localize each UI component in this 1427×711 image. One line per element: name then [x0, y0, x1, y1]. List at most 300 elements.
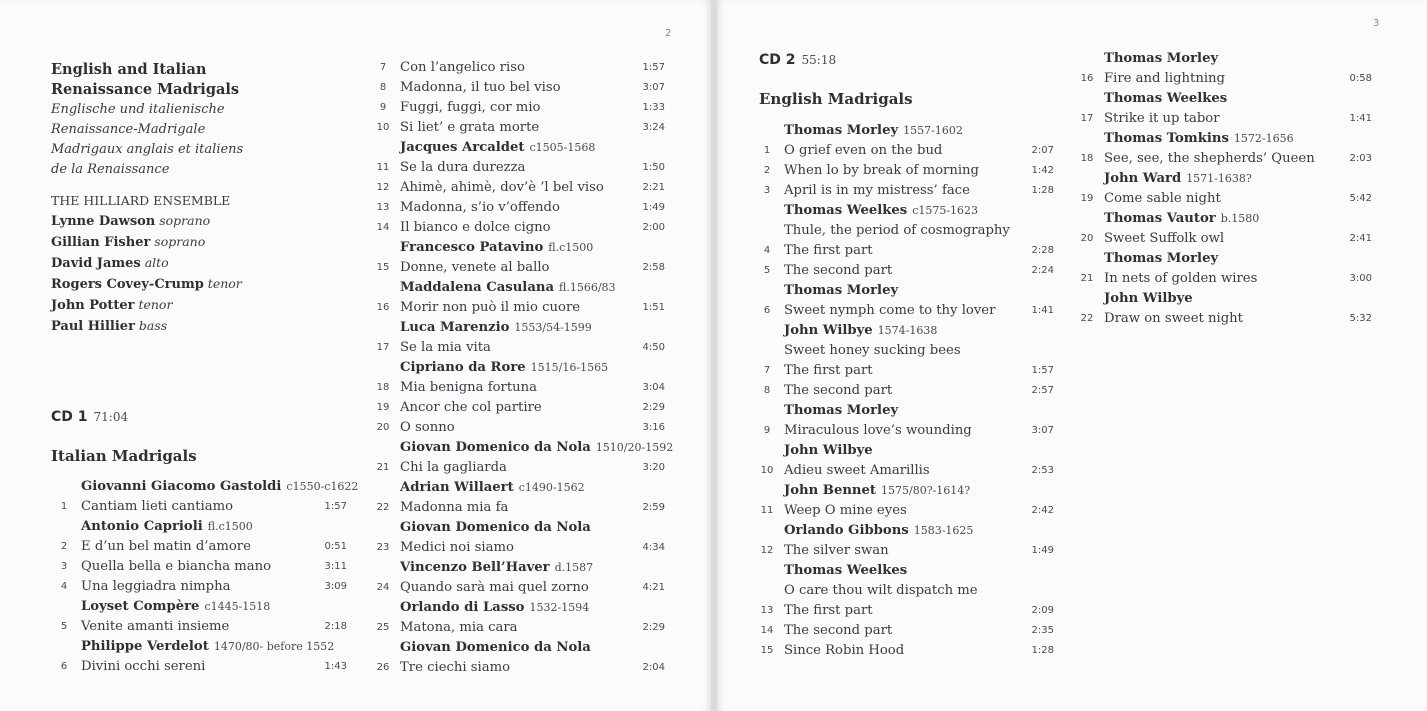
performer — [51, 274, 242, 295]
composer-line — [400, 238, 593, 258]
track-title: Madonna mia fa — [400, 500, 509, 515]
composer-row — [754, 321, 1054, 341]
track-row — [370, 218, 665, 238]
composer-row — [754, 441, 1054, 461]
track-number: 17 — [1080, 113, 1094, 124]
composer-name: Thomas Weelkes — [784, 203, 908, 218]
track-title: Chi la gagliarda — [400, 460, 507, 475]
track-duration: 0:51 — [324, 541, 347, 552]
composer-line — [784, 441, 873, 461]
track-duration: 2:07 — [1031, 145, 1054, 156]
performer-name: Paul Hillier — [51, 319, 135, 334]
track-row — [51, 657, 347, 677]
track-duration: 3:09 — [324, 581, 347, 592]
track-row — [370, 398, 665, 418]
cd2-duration: 55:18 — [801, 53, 837, 67]
composer-name: Thomas Weelkes — [784, 563, 908, 578]
track-row — [1074, 69, 1372, 89]
track-row — [51, 497, 347, 517]
track-row — [1074, 189, 1372, 209]
track-number: 3 — [763, 185, 771, 196]
track-number: 19 — [376, 402, 390, 413]
composer-dates: 1532-1594 — [529, 601, 590, 614]
track-title: The first part — [784, 603, 873, 618]
track-title: Miraculous love’s wounding — [784, 423, 972, 438]
cd2-tracklist-column2 — [1074, 49, 1372, 329]
track-row — [51, 557, 347, 577]
track-title: April is in my mistress’ face — [784, 183, 970, 198]
track-number: 17 — [376, 342, 390, 353]
track-row — [370, 378, 665, 398]
track-row — [51, 577, 347, 597]
composer-line — [1104, 89, 1227, 109]
performer — [51, 232, 242, 253]
performer — [51, 295, 242, 316]
track-title: Se la dura durezza — [400, 160, 526, 175]
track-title: See, see, the shepherds’ Queen — [1104, 151, 1315, 166]
composer-name: Loyset Compère — [81, 599, 200, 614]
track-row — [1074, 309, 1372, 329]
track-title: In nets of golden wires — [1104, 271, 1258, 286]
track-row — [370, 258, 665, 278]
composer-line — [1104, 289, 1193, 309]
track-title: The silver swan — [784, 543, 889, 558]
composer-name: Jacques Arcaldet — [400, 140, 525, 155]
composer-line — [784, 121, 963, 141]
track-number: 15 — [376, 262, 390, 273]
composer-name: Thomas Morley — [1104, 51, 1219, 66]
composer-dates: 1515/16-1565 — [530, 361, 609, 374]
track-row — [754, 141, 1054, 161]
section-english-madrigals: English Madrigals — [759, 90, 913, 108]
track-duration: 2:28 — [1031, 245, 1054, 256]
composer-dates: c1550-c1622 — [286, 480, 359, 493]
track-number: 12 — [376, 182, 390, 193]
composer-row — [51, 637, 347, 657]
composer-dates: 1557-1602 — [903, 124, 963, 137]
track-title: Mia benigna fortuna — [400, 380, 537, 395]
performer-name: John Potter — [51, 298, 135, 313]
track-duration: 1:42 — [1031, 165, 1054, 176]
track-duration: 2:57 — [1031, 385, 1054, 396]
composer-line — [81, 637, 334, 657]
track-title: The second part — [784, 623, 893, 638]
composer-row — [1074, 289, 1372, 309]
track-duration: 1:57 — [324, 501, 347, 512]
track-number: 7 — [763, 365, 771, 376]
composer-line — [400, 558, 593, 578]
composer-row — [754, 201, 1054, 221]
track-title: Come sable night — [1104, 191, 1221, 206]
track-row — [370, 198, 665, 218]
work-title: Sweet honey sucking bees — [784, 343, 961, 358]
track-title: Venite amanti insieme — [81, 619, 230, 634]
track-number: 25 — [376, 622, 390, 633]
track-duration: 1:33 — [642, 102, 665, 113]
title-german-line1: Englische und italienische — [51, 102, 225, 117]
work-title: Thule, the period of cosmography — [784, 223, 1010, 238]
track-number: 18 — [376, 382, 390, 393]
track-title: Con l’angelico riso — [400, 60, 525, 75]
track-number: 6 — [60, 661, 68, 672]
cd1-number: CD 1 — [51, 409, 88, 425]
performer-name: Lynne Dawson — [51, 214, 156, 229]
composer-name: Antonio Caprioli — [81, 519, 203, 534]
track-number: 21 — [1080, 273, 1094, 284]
track-title: O sonno — [400, 420, 455, 435]
title-german-line2: Renaissance-Madrigale — [51, 122, 206, 137]
track-number: 1 — [60, 501, 68, 512]
composer-name: Thomas Morley — [1104, 251, 1219, 266]
track-title: Cantiam lieti cantiamo — [81, 499, 234, 514]
cd1-label — [51, 409, 128, 425]
title-french-line2: de la Renaissance — [51, 162, 170, 177]
track-number: 19 — [1080, 193, 1094, 204]
composer-name: Thomas Weelkes — [1104, 91, 1228, 106]
composer-line — [1104, 129, 1294, 149]
track-number: 8 — [379, 82, 387, 93]
performer — [51, 211, 242, 232]
work-title: O care thou wilt dispatch me — [784, 583, 978, 598]
track-row — [51, 617, 347, 637]
track-title: Matona, mia cara — [400, 620, 518, 635]
composer-line — [400, 598, 589, 618]
track-duration: 4:50 — [642, 342, 665, 353]
track-number: 10 — [760, 465, 774, 476]
track-duration: 3:11 — [324, 561, 347, 572]
composer-dates: 1510/20-1592 — [595, 441, 674, 454]
composer-row — [1074, 249, 1372, 269]
track-number: 22 — [1080, 313, 1094, 324]
composer-line — [400, 518, 591, 538]
track-row — [370, 98, 665, 118]
composer-dates: 1571-1638? — [1186, 172, 1252, 185]
track-row — [754, 461, 1054, 481]
track-number: 9 — [763, 425, 771, 436]
composer-name: Luca Marenzio — [400, 320, 510, 335]
composer-line — [1104, 169, 1252, 189]
track-row — [370, 458, 665, 478]
track-title: Fuggi, fuggi, cor mio — [400, 100, 541, 115]
composer-name: Giovanni Giacomo Gastoldi — [81, 479, 282, 494]
composer-dates: b.1580 — [1220, 212, 1260, 225]
track-title: Il bianco e dolce cigno — [400, 220, 551, 235]
track-duration: 1:51 — [642, 302, 665, 313]
composer-line — [1104, 209, 1259, 229]
track-duration: 2:00 — [642, 222, 665, 233]
track-number: 4 — [763, 245, 771, 256]
composer-line — [1104, 249, 1218, 269]
track-number: 18 — [1080, 153, 1094, 164]
track-title: Si liet’ e grata morte — [400, 120, 540, 135]
performer-name: Rogers Covey-Crump — [51, 277, 204, 292]
track-duration: 2:04 — [642, 662, 665, 673]
track-duration: 1:41 — [1349, 113, 1372, 124]
track-number: 13 — [760, 605, 774, 616]
composer-dates: 1583-1625 — [913, 524, 974, 537]
track-duration: 3:07 — [1031, 425, 1054, 436]
track-title: Fire and lightning — [1104, 71, 1225, 86]
composer-row — [51, 517, 347, 537]
track-number: 16 — [376, 302, 390, 313]
track-row — [370, 58, 665, 78]
composer-name: Giovan Domenico da Nola — [400, 440, 591, 455]
cd1-duration: 71:04 — [93, 410, 129, 424]
composer-line — [400, 138, 595, 158]
track-title: When lo by break of morning — [784, 163, 979, 178]
performer-voice: bass — [134, 318, 168, 333]
composer-dates: 1575/80?-1614? — [881, 484, 971, 497]
track-duration: 3:24 — [642, 122, 665, 133]
composer-row — [370, 318, 665, 338]
track-number: 7 — [379, 62, 387, 73]
track-title: Adieu sweet Amarillis — [784, 463, 930, 478]
cd1-tracklist-column1 — [51, 477, 359, 677]
composer-row — [1074, 129, 1372, 149]
track-duration: 3:04 — [642, 382, 665, 393]
composer-line — [784, 521, 973, 541]
track-title: Se la mia vita — [400, 340, 491, 355]
track-number: 14 — [760, 625, 774, 636]
track-number: 6 — [763, 305, 771, 316]
composer-dates: d.1587 — [554, 561, 594, 574]
cd2-number: CD 2 — [759, 52, 796, 68]
track-row — [754, 301, 1054, 321]
composer-row — [370, 358, 665, 378]
track-row — [370, 178, 665, 198]
track-duration: 1:49 — [642, 202, 665, 213]
track-number: 22 — [376, 502, 390, 513]
track-number: 11 — [760, 505, 774, 516]
track-row — [51, 537, 347, 557]
track-title: The first part — [784, 363, 873, 378]
track-title: Sweet Suffolk owl — [1104, 231, 1225, 246]
composer-row — [370, 238, 665, 258]
composer-dates: 1553/54-1599 — [514, 321, 592, 334]
track-title: Divini occhi sereni — [81, 659, 206, 674]
composer-row — [754, 401, 1054, 421]
track-duration: 2:29 — [642, 622, 665, 633]
page-number: 3 — [1373, 18, 1380, 29]
ensemble-name: THE HILLIARD ENSEMBLE — [51, 193, 231, 208]
track-duration: 2:18 — [324, 621, 347, 632]
track-duration: 2:42 — [1031, 505, 1054, 516]
track-duration: 1:57 — [1031, 365, 1054, 376]
composer-name: Thomas Vautor — [1104, 211, 1216, 226]
composer-name: John Wilbye — [784, 323, 873, 338]
composer-dates: 1470/80- before 1552 — [213, 640, 335, 653]
track-title: The second part — [784, 263, 893, 278]
composer-row — [51, 597, 347, 617]
performer-name: David James — [51, 256, 141, 271]
track-row — [754, 641, 1054, 661]
composer-line — [81, 517, 253, 537]
composer-dates: c1490-1562 — [518, 481, 585, 494]
composer-name: John Ward — [1104, 171, 1182, 186]
composer-name: Thomas Morley — [784, 283, 899, 298]
track-row — [1074, 269, 1372, 289]
track-row — [370, 538, 665, 558]
composer-dates: fl.1566/83 — [559, 281, 616, 294]
track-duration: 5:42 — [1349, 193, 1372, 204]
composer-line — [784, 201, 978, 221]
track-number: 5 — [60, 621, 68, 632]
track-row — [754, 261, 1054, 281]
composer-row — [754, 481, 1054, 501]
track-row — [370, 658, 665, 678]
track-number: 4 — [60, 581, 68, 592]
composer-line — [81, 477, 358, 497]
track-title: Quando sarà mai quel zorno — [400, 580, 589, 595]
composer-line — [784, 481, 970, 501]
performer-voice: alto — [140, 255, 169, 270]
composer-name: Maddalena Casulana — [400, 280, 554, 295]
work-subheading — [754, 581, 1054, 601]
track-duration: 1:50 — [642, 162, 665, 173]
track-title: Sweet nymph come to thy lover — [784, 303, 996, 318]
track-number: 20 — [1080, 233, 1094, 244]
page-number: 2 — [665, 28, 672, 39]
composer-row — [370, 638, 665, 658]
track-row — [370, 298, 665, 318]
track-row — [754, 381, 1054, 401]
track-title: Madonna, il tuo bel viso — [400, 80, 561, 95]
track-title: Since Robin Hood — [784, 643, 905, 658]
track-title: Quella bella e biancha mano — [81, 559, 272, 574]
track-row — [370, 118, 665, 138]
track-row — [754, 541, 1054, 561]
track-title: Weep O mine eyes — [784, 503, 907, 518]
work-subheading — [754, 221, 1054, 241]
composer-row — [1074, 49, 1372, 69]
composer-name: Francesco Patavino — [400, 240, 544, 255]
composer-name: Thomas Morley — [784, 403, 899, 418]
track-number: 3 — [60, 561, 68, 572]
composer-dates: 1574-1638 — [877, 324, 938, 337]
track-row — [370, 498, 665, 518]
track-duration: 2:58 — [642, 262, 665, 273]
composer-name: John Bennet — [784, 483, 876, 498]
track-row — [370, 338, 665, 358]
track-row — [754, 161, 1054, 181]
right-page — [717, 0, 1427, 711]
track-row — [754, 361, 1054, 381]
track-duration: 2:35 — [1031, 625, 1054, 636]
composer-row — [370, 138, 665, 158]
track-duration: 5:32 — [1349, 313, 1372, 324]
track-row — [1074, 109, 1372, 129]
track-row — [754, 181, 1054, 201]
track-row — [370, 418, 665, 438]
track-duration: 1:49 — [1031, 545, 1054, 556]
track-duration: 3:16 — [642, 422, 665, 433]
composer-line — [400, 278, 616, 298]
composer-line — [400, 318, 592, 338]
track-number: 13 — [376, 202, 390, 213]
composer-line — [784, 401, 898, 421]
track-number: 14 — [376, 222, 390, 233]
composer-name: Vincenzo Bell’Haver — [400, 560, 550, 575]
composer-name: Thomas Morley — [784, 123, 899, 138]
composer-dates: c1575-1623 — [912, 204, 979, 217]
track-title: Donne, venete al ballo — [400, 260, 550, 275]
track-duration: 1:28 — [1031, 185, 1054, 196]
track-number: 2 — [60, 541, 68, 552]
work-subheading — [754, 341, 1054, 361]
composer-row — [754, 561, 1054, 581]
track-duration: 2:53 — [1031, 465, 1054, 476]
title-french-line1: Madrigaux anglais et italiens — [51, 142, 244, 157]
title-english-line1: English and Italian — [51, 61, 207, 78]
track-number: 10 — [376, 122, 390, 133]
track-number: 20 — [376, 422, 390, 433]
composer-dates: c1505-1568 — [529, 141, 596, 154]
composer-name: Thomas Tomkins — [1104, 131, 1229, 146]
track-number: 24 — [376, 582, 390, 593]
track-duration: 2:59 — [642, 502, 665, 513]
track-duration: 2:21 — [642, 182, 665, 193]
performer-voice: tenor — [203, 276, 242, 291]
track-row — [754, 501, 1054, 521]
composer-name: Cipriano da Rore — [400, 360, 526, 375]
track-row — [370, 578, 665, 598]
section-italian-madrigals: Italian Madrigals — [51, 447, 197, 465]
cd2-tracklist-column1 — [754, 121, 1054, 661]
track-duration: 1:28 — [1031, 645, 1054, 656]
composer-line — [400, 438, 673, 458]
track-title: Strike it up tabor — [1104, 111, 1220, 126]
track-number: 1 — [763, 145, 771, 156]
track-duration: 3:20 — [642, 462, 665, 473]
composer-name: Giovan Domenico da Nola — [400, 640, 591, 655]
track-number: 9 — [379, 102, 387, 113]
composer-name: Philippe Verdelot — [81, 639, 209, 654]
track-row — [754, 601, 1054, 621]
track-number: 12 — [760, 545, 774, 556]
track-number: 8 — [763, 385, 771, 396]
track-title: E d’un bel matin d’amore — [81, 539, 251, 554]
performers-block — [51, 191, 242, 337]
track-title: Una leggiadra nimpha — [81, 579, 231, 594]
performer-voice: soprano — [155, 213, 211, 228]
track-duration: 3:07 — [642, 82, 665, 93]
track-title: Medici noi siamo — [400, 540, 514, 555]
composer-row — [754, 521, 1054, 541]
composer-line — [400, 478, 585, 498]
composer-row — [370, 438, 674, 458]
composer-row — [1074, 89, 1372, 109]
composer-dates: fl.c1500 — [207, 520, 253, 533]
track-title: The first part — [784, 243, 873, 258]
composer-row — [370, 518, 665, 538]
track-duration: 0:58 — [1349, 73, 1372, 84]
track-row — [370, 78, 665, 98]
composer-dates: c1445-1518 — [204, 600, 271, 613]
track-title: The second part — [784, 383, 893, 398]
track-duration: 3:00 — [1349, 273, 1372, 284]
track-duration: 2:29 — [642, 402, 665, 413]
left-page — [0, 0, 711, 711]
composer-name: Orlando di Lasso — [400, 600, 525, 615]
track-title: Madonna, s’io v’offendo — [400, 200, 560, 215]
track-number: 15 — [760, 645, 774, 656]
composer-row — [754, 121, 1054, 141]
track-row — [1074, 229, 1372, 249]
composer-row — [370, 558, 665, 578]
track-number: 2 — [763, 165, 771, 176]
composer-name: Adrian Willaert — [400, 480, 514, 495]
track-number: 16 — [1080, 73, 1094, 84]
